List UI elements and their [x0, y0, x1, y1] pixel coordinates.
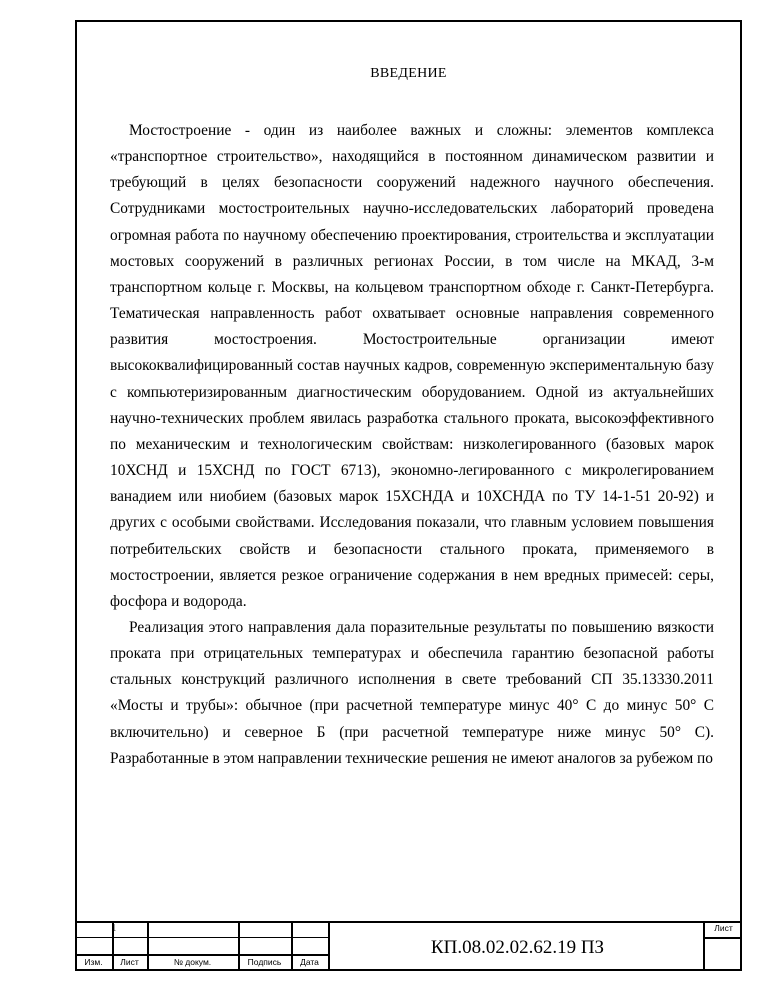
paragraph-2: Реализация этого направления дала поразительные результаты по повышению вязкости проката при отрицательных температурах и обеспечила гарантию безопасной работы стальных конструкций различного исполнения в свете требований СП 35.13330.2011 «Мосты и трубы»: обычное (при расчетной температуре минус 40° С до минус 50° С включительно) и северное Б (при расчетной температуре ниже минус 50° С). Разработанные в этом направлении технические решения не имеют аналогов за рубежом по [110, 618, 714, 767]
col-label-list: Лист [120, 957, 139, 967]
sheet-label: Лист [714, 923, 733, 933]
col-label-date: Дата [300, 957, 319, 967]
col-label-sign: Подпись [247, 957, 282, 967]
document-code: КП.08.02.02.62.19 ПЗ [430, 937, 605, 958]
title-block [75, 921, 742, 971]
col-label-izm: Изм. [84, 957, 103, 967]
paragraph-1: Мостостроение - один из наиболее важных и сложны: элементов комплекса «транспортное строительство», находящийся в постоянном динамическом развитии и требующий в целях безопасности сооружений надежного научного обеспечения. Сотрудниками мостостроительных научно-исследовательских лабораторий проведена огромная работа по научному обеспечению проектирования, строительства и эксплуатации мостовых сооружений в различных регионах России, в том числе на МКАД, 3-м транспортном кольце г. Москвы, на кольцевом транспортном обходе г. Санкт-Петербурга. Тематическая направленность работ охватывает основные направления современного развития мостостроения. Мостостроительные организации имеют высококвалифицированный состав научных кадров, современную экспериментальную базу с компьютеризированным диагностическим оборудованием. Одной из актуальнейших научно-технических проблем явилась разработка стального проката, высокоэффективного по механическим и технологическим свойствам: низколегированного (базовых марок 10ХСНД и 15ХСНД по ГОСТ 6713), экономно-легированного с микролегированием ванадием или ниобием (базовых марок 15ХСНДА и 10ХСНДА по ТУ 14-1-51 20-92) и других с особыми свойствами. Исследования показали, что главным условием повышения потребительских свойств и безопасности стального проката, применяемого в мостостроении, является резкое ограничение содержания в нем вредных примесей: серы, фосфора и водорода. [110, 122, 714, 610]
col-label-doc: № докум. [173, 957, 212, 967]
section-heading: ВВЕДЕНИЕ [370, 66, 447, 81]
document-body [110, 118, 714, 772]
sheet-cell-line [705, 937, 742, 939]
stamp-top-border [75, 921, 742, 923]
sheet-number: 1 [111, 922, 117, 934]
